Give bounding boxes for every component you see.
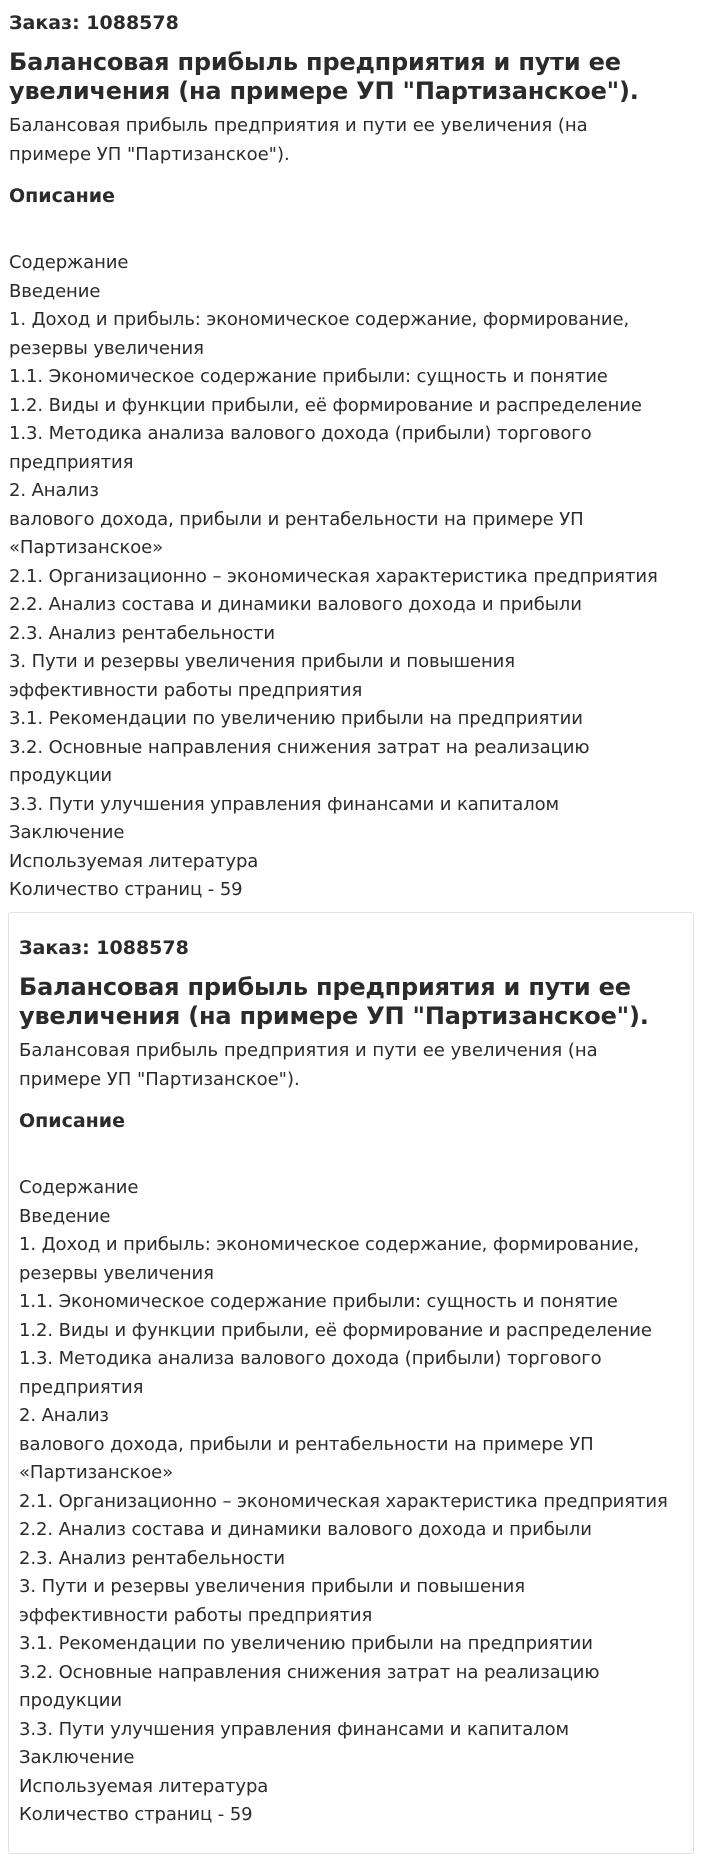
text-line: валового дохода, прибыли и рентабельности на примере УП	[9, 508, 584, 530]
text-line: увеличения (на примере УП "Партизанское").	[9, 77, 639, 105]
text-line: Содержание	[19, 1177, 139, 1198]
text-line: валового дохода, прибыли и рентабельности на примере УП	[19, 1433, 594, 1455]
order-title	[19, 973, 683, 1031]
text-line: 2.1. Организационно – экономическая характеристика предприятия	[9, 565, 658, 587]
text-line: Содержание	[9, 252, 129, 273]
text-line: Количество страниц - 59	[19, 1804, 253, 1825]
description-body	[19, 1174, 683, 1830]
text-line: 3.3. Пути улучшения управления финансами и капиталом	[19, 1718, 570, 1740]
text-line: «Партизанское»	[19, 1462, 174, 1483]
text-line: 1. Доход и прибыль: экономическое содержание, формирование,	[19, 1234, 640, 1255]
text-line: предприятия	[19, 1376, 144, 1398]
order-title	[9, 48, 691, 106]
text-line: 3.1. Рекомендации по увеличению прибыли на предприятии	[9, 708, 583, 729]
text-line: 1.3. Методика анализа валового дохода (прибыли) торгового	[9, 423, 592, 444]
text-line: 3.2. Основные направления снижения затрат на реализацию	[9, 736, 590, 758]
text-line: продукции	[19, 1690, 122, 1711]
text-line: 3. Пути и резервы увеличения прибыли и повышения	[9, 651, 515, 672]
order-card	[8, 912, 694, 1854]
text-line: Используемая литература	[9, 850, 259, 872]
text-line: 1. Доход и прибыль: экономическое содержание, формирование,	[9, 309, 630, 330]
text-line: резервы увеличения	[19, 1262, 214, 1284]
order-number: Заказ: 1088578	[9, 12, 179, 34]
text-line: продукции	[9, 765, 112, 786]
text-line: Количество страниц - 59	[9, 879, 243, 900]
order-number: Заказ: 1088578	[19, 937, 189, 959]
text-line: 2.3. Анализ рентабельности	[9, 622, 276, 644]
text-line: эффективности работы предприятия	[9, 679, 363, 701]
text-line: 3.1. Рекомендации по увеличению прибыли на предприятии	[19, 1633, 593, 1654]
text-line: Заключение	[9, 822, 125, 843]
text-line: предприятия	[9, 451, 134, 473]
order-subtitle	[9, 111, 691, 169]
text-line: 1.2. Виды и функции прибыли, её формирование и распределение	[9, 394, 642, 416]
text-line: 1.1. Экономическое содержание прибыли: сущность и понятие	[19, 1291, 618, 1312]
text-line: Балансовая прибыль предприятия и пути ее	[19, 973, 631, 1001]
text-line: Введение	[9, 280, 101, 302]
text-line: 2. Анализ	[19, 1405, 109, 1426]
text-line: эффективности работы предприятия	[19, 1604, 373, 1626]
text-line: 3. Пути и резервы увеличения прибыли и повышения	[19, 1576, 525, 1597]
text-line: 1.3. Методика анализа валового дохода (прибыли) торгового	[19, 1348, 602, 1369]
text-line: 3.3. Пути улучшения управления финансами и капиталом	[9, 793, 560, 815]
text-line: Балансовая прибыль предприятия и пути ее увеличения (на	[9, 115, 588, 136]
text-line: 3.2. Основные направления снижения затрат на реализацию	[19, 1661, 600, 1683]
text-line: 2.1. Организационно – экономическая характеристика предприятия	[19, 1490, 668, 1512]
description-body	[9, 249, 691, 905]
text-line: резервы увеличения	[9, 337, 204, 359]
text-line: увеличения (на примере УП "Партизанское").	[19, 1002, 649, 1030]
text-line: 2.3. Анализ рентабельности	[19, 1547, 286, 1569]
order-subtitle	[19, 1036, 683, 1094]
text-line: Балансовая прибыль предприятия и пути ее увеличения (на	[19, 1040, 598, 1061]
text-line: 2.2. Анализ состава и динамики валового дохода и прибыли	[19, 1519, 592, 1540]
text-line: Заключение	[19, 1747, 135, 1768]
description-heading: Описание	[19, 1110, 126, 1132]
text-line: Используемая литература	[19, 1775, 269, 1797]
text-line: примере УП "Партизанское").	[9, 144, 290, 165]
text-line: Введение	[19, 1205, 111, 1227]
text-line: Балансовая прибыль предприятия и пути ее	[9, 48, 621, 76]
text-line: 2. Анализ	[9, 480, 99, 501]
text-line: 1.2. Виды и функции прибыли, её формирование и распределение	[19, 1319, 652, 1341]
text-line: 2.2. Анализ состава и динамики валового дохода и прибыли	[9, 594, 582, 615]
text-line: «Партизанское»	[9, 537, 164, 558]
order-card	[0, 0, 701, 905]
description-heading: Описание	[9, 185, 116, 207]
text-line: примере УП "Партизанское").	[19, 1069, 300, 1090]
text-line: 1.1. Экономическое содержание прибыли: сущность и понятие	[9, 366, 608, 387]
